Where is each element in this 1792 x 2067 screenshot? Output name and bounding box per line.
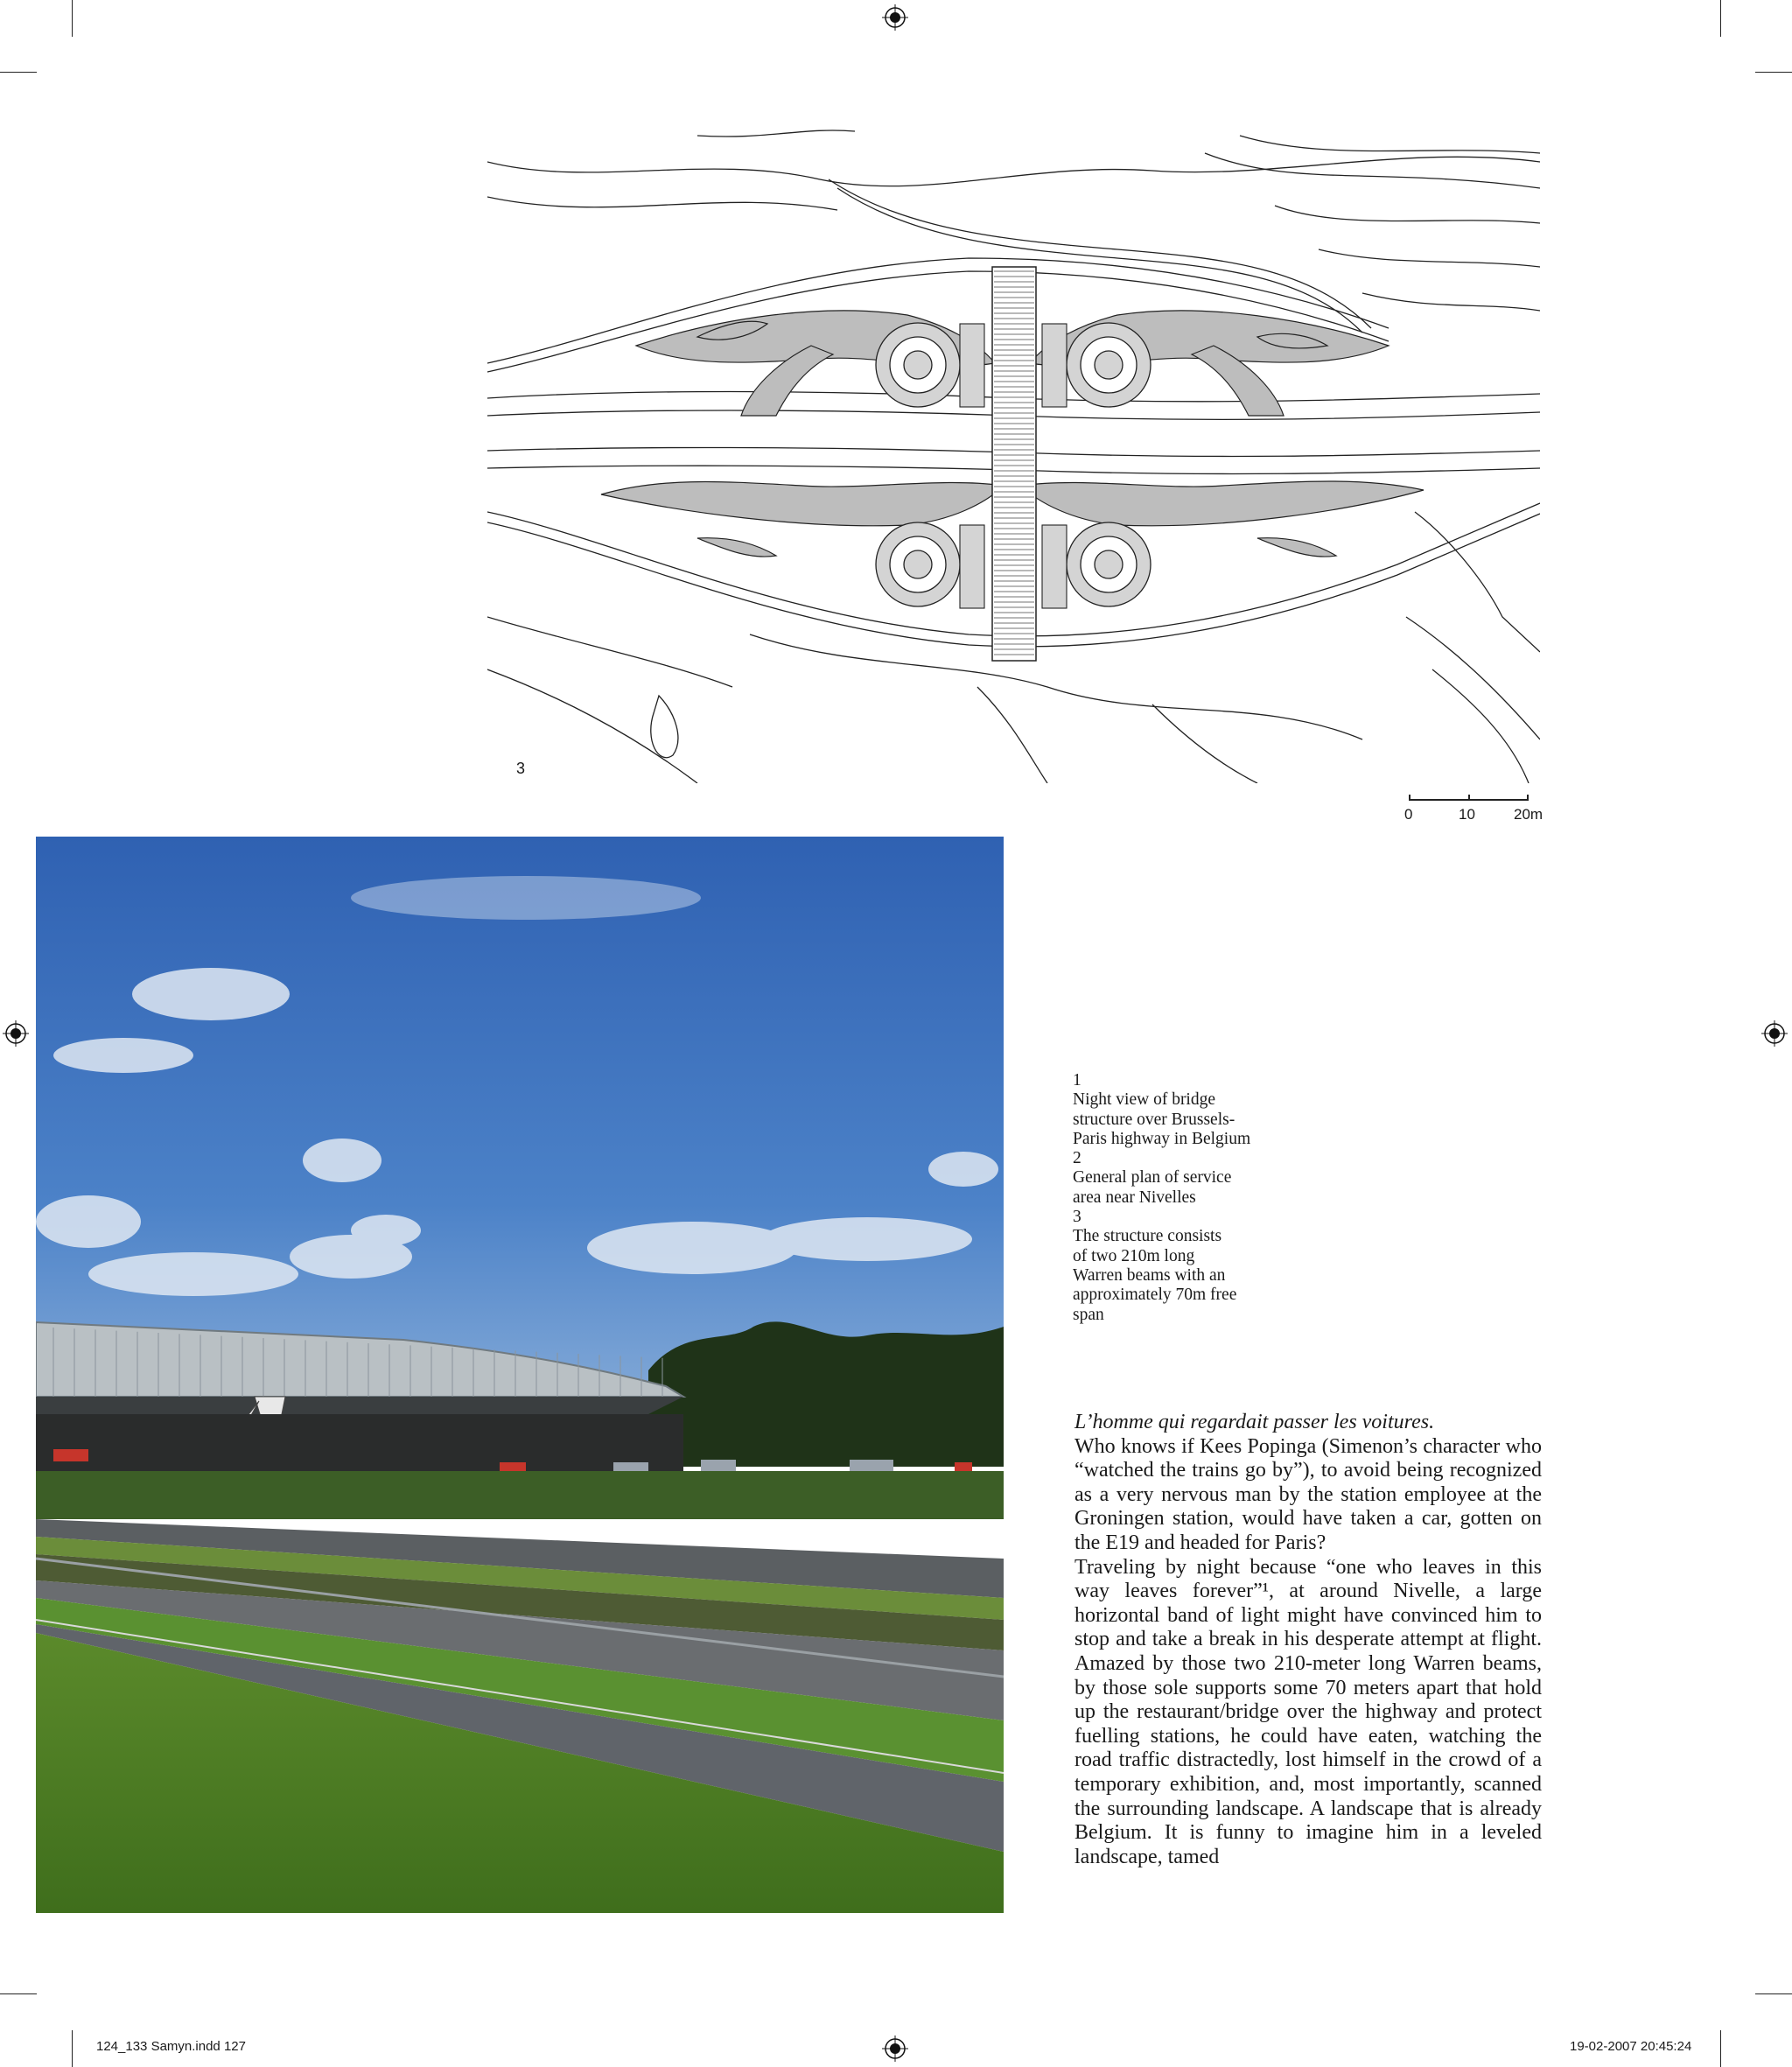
caption-text: General plan of service area near Nivelles: [1073, 1168, 1232, 1207]
article-paragraph: Traveling by night because “one who leaves in this way leaves forever”¹, at around Nivelle, a large horizontal band of light might have convinced him to stop and take a break in his desperate attempt at flight. Amazed by those two 210-meter long Warren beams, by those sole supports some 70 meters apart that hold up the restaurant/bridge over the highway and protect fuelling stations, he could have eaten, watching the road traffic distractedly, lost himself in the crowd of a temporary exhibition, and, most importantly, scanned the surrounding landscape. A landscape that is already Belgium. It is funny to imagine him in a leveled landscape, tamed: [1074, 1555, 1542, 1868]
registration-mark-icon: [3, 1020, 29, 1047]
scale-tick-label: 0: [1404, 806, 1413, 823]
caption-text: Night view of bridge structure over Brussels- Paris highway in Belgium: [1073, 1090, 1251, 1148]
caption-number: 1: [1073, 1071, 1082, 1090]
crop-mark: [1755, 1993, 1792, 1994]
scale-bar: [1400, 795, 1544, 830]
crop-mark: [1720, 2030, 1721, 2067]
caption-text: The structure consists of two 210m long Warren beams with an approximately 70m free span: [1073, 1227, 1237, 1324]
site-plan-drawing: [487, 127, 1540, 783]
caption-number: 3: [1073, 1208, 1082, 1227]
crop-mark: [1755, 72, 1792, 73]
bridge-photo: [36, 837, 1004, 1913]
crop-mark: [0, 72, 37, 73]
crop-mark: [72, 0, 73, 37]
caption-number: 2: [1073, 1149, 1082, 1168]
registration-mark-icon: [882, 2035, 908, 2062]
scale-bar-tick: [1409, 795, 1410, 801]
scale-tick-label: 10: [1459, 806, 1475, 823]
registration-mark-icon: [1761, 1020, 1788, 1047]
registration-mark-icon: [882, 4, 908, 31]
figure-number-label: 3: [516, 760, 526, 777]
article-text: [1074, 1411, 1542, 1869]
crop-mark: [72, 2030, 73, 2067]
article-heading: L’homme qui regardait passer les voitures.: [1074, 1411, 1435, 1433]
scale-tick-label: 20m: [1514, 806, 1544, 823]
article-paragraph: Who knows if Kees Popinga (Simenon’s character who “watched the trains go by”), to avoid being recognized as a very nervous man by the station employee at the Groningen station, would have taken a car, gotten on the E19 and headed for Paris?: [1074, 1434, 1542, 1554]
crop-mark: [0, 1993, 37, 1994]
scale-bar-tick: [1468, 795, 1470, 801]
crop-mark: [1720, 0, 1721, 37]
date-slug: 19-02-2007 20:45:24: [1570, 2039, 1692, 2054]
file-slug: 124_133 Samyn.indd 127: [96, 2039, 246, 2054]
figure-captions: [1073, 1071, 1300, 1325]
scale-bar-tick: [1527, 795, 1529, 801]
